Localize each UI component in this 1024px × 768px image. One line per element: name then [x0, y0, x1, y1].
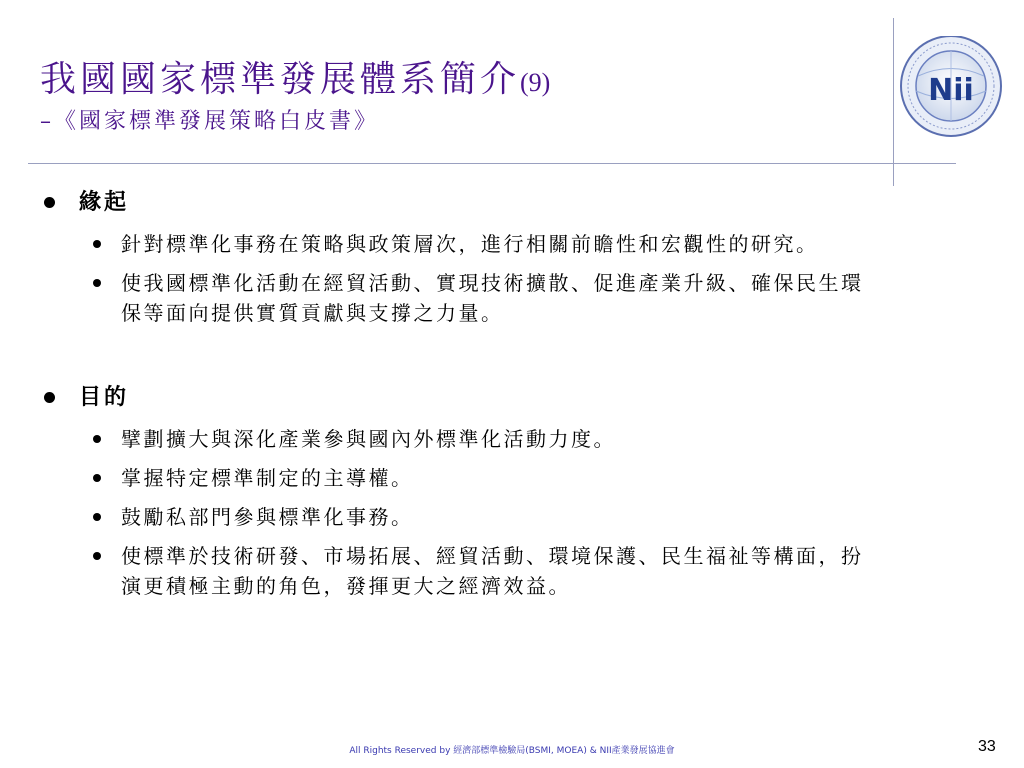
bullet-icon — [93, 513, 101, 521]
slide-title-area — [40, 58, 550, 137]
bullet-list — [40, 424, 880, 601]
slide-title-number: (9) — [520, 68, 551, 97]
title-divider — [28, 163, 956, 164]
list-item — [40, 463, 881, 493]
bullet-list — [40, 229, 880, 328]
list-item-text: 使標準於技術研發、市場拓展、經貿活動、環境保護、民生福祉等構面，扮演更積極主動的角色，發揮更大之經濟效益。 — [121, 544, 864, 598]
section-heading — [40, 185, 880, 219]
bullet-icon — [93, 474, 101, 482]
section-heading — [40, 380, 880, 414]
bullet-icon — [93, 279, 101, 287]
bullet-icon — [44, 197, 55, 208]
list-item — [40, 502, 881, 532]
section-origin — [40, 185, 880, 328]
list-item-text: 鼓勵私部門參與標準化事務。 — [121, 505, 414, 529]
nii-logo-icon — [898, 36, 1004, 148]
slide-content — [40, 185, 880, 610]
list-item-text: 擘劃擴大與深化產業參與國內外標準化活動力度。 — [121, 427, 616, 451]
list-item-text: 針對標準化事務在策略與政策層次，進行相關前瞻性和宏觀性的研究。 — [121, 232, 819, 256]
slide-title — [40, 58, 550, 105]
slide-subtitle: –《國家標準發展策略白皮書》 — [40, 109, 380, 134]
footer-copyright: All Rights Reserved by 經濟部標準檢驗局(BSMI, MOEA) & NII產業發展協進會 — [349, 746, 675, 756]
list-item-text: 使我國標準化活動在經貿活動、實現技術擴散、促進產業升級、確保民生環保等面向提供實質貢獻與支撐之力量。 — [121, 271, 864, 325]
page-number: 33 — [978, 738, 996, 755]
list-item-text: 掌握特定標準制定的主導權。 — [121, 466, 414, 490]
list-item — [40, 541, 881, 601]
list-item — [40, 424, 881, 454]
slide-title-text: 我國國家標準發展體系簡介 — [40, 59, 521, 100]
bullet-icon — [44, 392, 55, 403]
list-item — [40, 229, 881, 259]
bullet-icon — [93, 240, 101, 248]
bullet-icon — [93, 435, 101, 443]
section-heading-text: 緣起 — [79, 189, 130, 215]
bullet-icon — [93, 552, 101, 560]
section-purpose — [40, 380, 880, 601]
section-heading-text: 目的 — [79, 384, 130, 410]
logo-text: Nii — [928, 73, 974, 108]
list-item — [40, 268, 881, 328]
logo-divider — [893, 18, 894, 186]
